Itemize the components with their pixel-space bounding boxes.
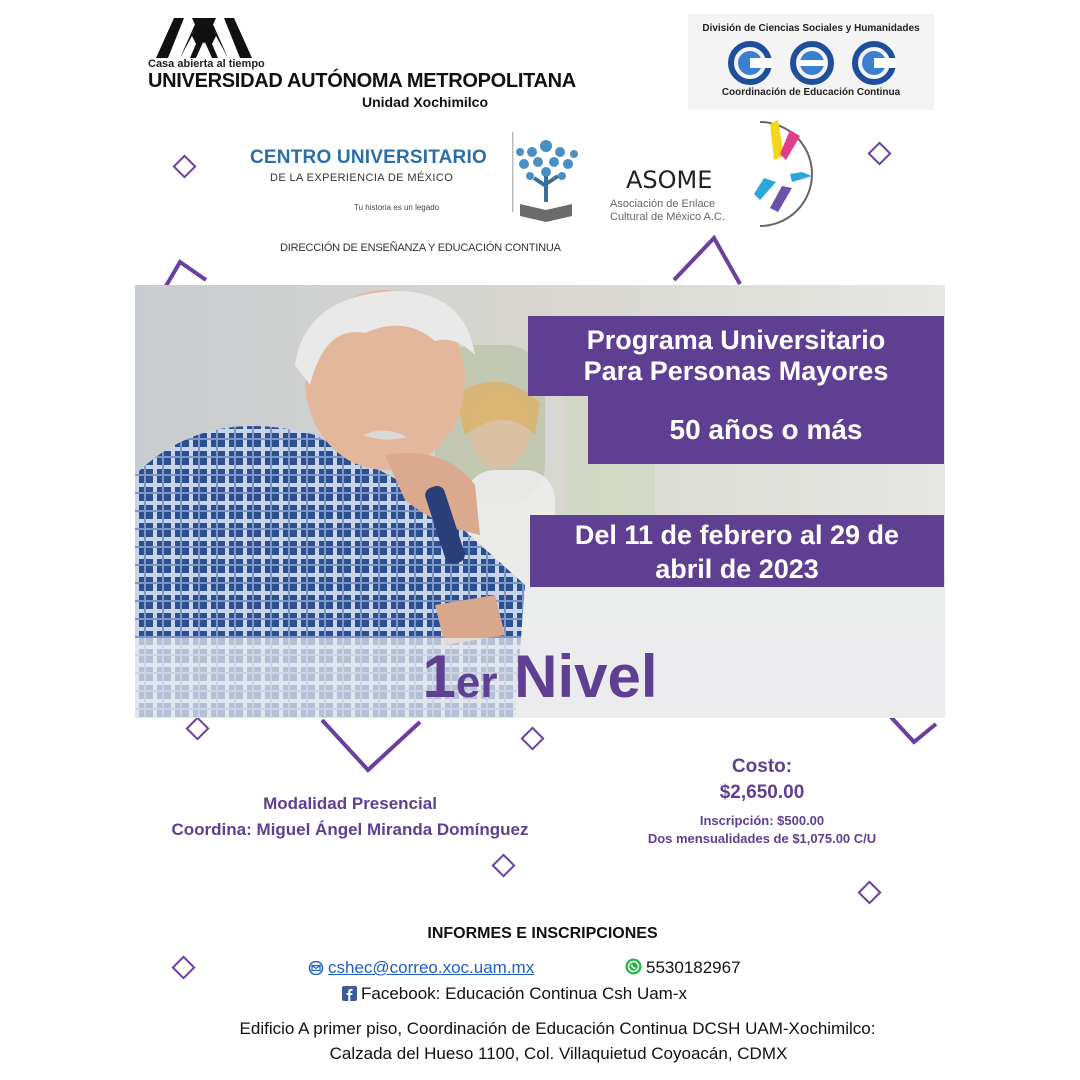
facebook-icon [342, 986, 357, 1001]
cec-logo [688, 14, 934, 110]
centro-tagline: Tu historia es un legado [354, 203, 440, 212]
asome-subtitle [610, 198, 725, 224]
uam-logo [148, 14, 576, 114]
facebook-row [342, 984, 687, 1004]
enrollment-fee: Inscripción: $500.00 [699, 813, 825, 828]
whatsapp-icon [625, 958, 642, 975]
centro-universitario-logo [248, 140, 593, 260]
program-title-line-1: Programa Universitario [586, 325, 886, 355]
tree-book-icon [502, 132, 592, 224]
email-link[interactable]: cshec@correo.xoc.uam.mx [328, 958, 535, 977]
modality: Modalidad Presencial [263, 794, 437, 813]
facebook-text[interactable]: Facebook: Educación Continua Csh Uam-x [361, 984, 687, 1003]
address-line-1: Edificio A primer piso, Coordinación de Educación Continua DCSH UAM-Xochimilco: [239, 1019, 876, 1038]
program-dates [530, 515, 944, 587]
phone-row [625, 958, 741, 978]
uam-unit: Unidad Xochimilco [362, 94, 489, 110]
decor-diamond [491, 853, 515, 877]
decor-diamond [857, 880, 881, 904]
age-requirement: 50 años o más [588, 396, 944, 464]
decor-diamond [171, 955, 195, 979]
decor-diamond [520, 726, 544, 750]
asome-emblem-icon [730, 116, 826, 230]
cec-division: División de Ciencias Sociales y Humanidades [702, 23, 920, 34]
centro-subtitle: DE LA EXPERIENCIA DE MÉXICO [270, 172, 454, 184]
cec-coordination: Coordinación de Educación Continua [721, 87, 901, 98]
asome-logo [600, 116, 825, 234]
asome-name: ASOME [626, 166, 713, 194]
asome-line-2: Cultural de México A.C. [610, 211, 725, 223]
centro-title: CENTRO UNIVERSITARIO [250, 147, 487, 168]
level-suffix: er [455, 658, 498, 707]
decor-diamond [172, 154, 196, 178]
monthly-payments: Dos mensualidades de $1,075.00 C/U [647, 831, 877, 846]
program-title [528, 316, 944, 396]
cec-emblem-icon [726, 40, 896, 86]
uam-tagline: Casa abierta al tiempo [148, 58, 265, 70]
level-title [0, 638, 1080, 722]
coordinator: Coordina: Miguel Ángel Miranda Domínguez [171, 820, 529, 839]
email-row [308, 958, 534, 978]
cost-value: $2,650.00 [719, 782, 805, 803]
uam-emblem-icon [156, 14, 252, 58]
centro-direction: DIRECCIÓN DE ENSEÑANZA Y EDUCACIÓN CONTINUA [280, 242, 561, 254]
decor-diamond [867, 141, 891, 165]
asome-line-1: Asociación de Enlace [610, 198, 716, 210]
contact-title: INFORMES E INSCRIPCIONES [427, 925, 658, 942]
uam-name: UNIVERSIDAD AUTÓNOMA METROPOLITANA [148, 70, 576, 92]
level-number: 1 [422, 643, 456, 710]
cost-label: Costo: [731, 756, 793, 777]
dates-line-1: Del 11 de febrero al 29 de [574, 520, 900, 550]
level-word: Nivel [514, 643, 658, 710]
phone-number[interactable]: 5530182967 [646, 958, 741, 977]
program-title-line-2: Para Personas Mayores [583, 356, 889, 386]
dates-line-2: abril de 2023 [655, 554, 819, 584]
decor-outline [150, 250, 230, 290]
envelope-icon [308, 961, 324, 975]
address-line-2: Calzada del Hueso 1100, Col. Villaquietud Coyoacán, CDMX [329, 1044, 788, 1063]
decor-outline [660, 228, 750, 288]
